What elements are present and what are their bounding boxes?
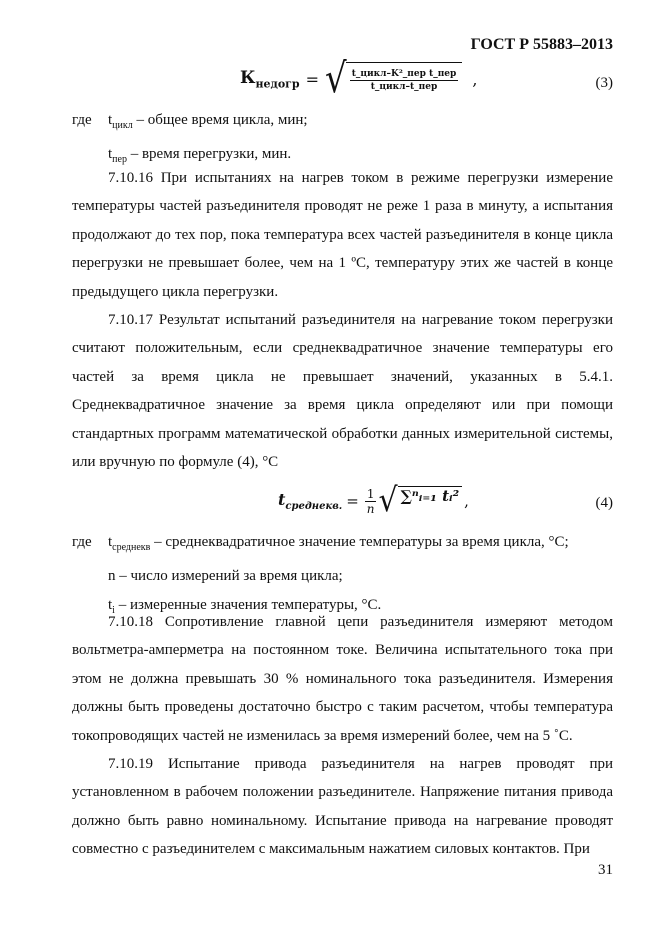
formula-4-tail: , bbox=[464, 492, 469, 510]
definition-line: $t_i$ – измеренные значения температуры, °C. bbox=[108, 596, 382, 616]
formula-4-number: (4) bbox=[595, 495, 613, 511]
formula-3-fraction bbox=[350, 69, 459, 92]
formula-3-tail: , bbox=[472, 69, 478, 89]
formula-4-radicand: ∑ⁿᵢ₌₁ tᵢ² bbox=[398, 486, 463, 516]
formula-4 bbox=[278, 481, 469, 520]
formula-3-numerator: t_цикл–K²_пер t_пер bbox=[351, 69, 457, 79]
definition-line: $t_{пер}$ – время перегрузки, мин. bbox=[108, 146, 292, 166]
definition-line: где $t_{цикл}$ – общее время цикла, мин; bbox=[72, 112, 308, 131]
formula-3-lhs: $К_{недогр}$ bbox=[240, 67, 300, 91]
formula-3-denominator: t_цикл–t_пер bbox=[370, 82, 438, 92]
body-text-1 bbox=[72, 164, 613, 476]
formula-4-root: √ ∑ⁿᵢ₌₁ tᵢ² bbox=[378, 486, 462, 516]
formula-3-equals: = bbox=[305, 69, 320, 89]
definition-line: n – число измерений за время цикла; bbox=[108, 568, 343, 585]
body-text-2 bbox=[72, 608, 613, 864]
paragraph-7-10-19: 7.10.19 Испытание привода разъединителя на нагрев проводят при установленном в рабочем положении разъединителе. Напряжение питания привода должно быть равно номинальному. Испытание привода на нагревание проводят совместно с разъединителем с максимальным нажатием силовых контактов. При bbox=[72, 756, 613, 858]
formula-3 bbox=[240, 55, 478, 103]
paragraph-7-10-17: 7.10.17 Результат испытаний разъединителя на нагревание током перегрузки считают положительным, если среднеквадратичное значение температуры его частей за время цикла не превышает значений, указанных в 5.4.1. Среднеквадратичное значение за время цикла определяют или при помощи стандартных программ математической обработки данных измерительной системы, или вручную по формуле (4), °C bbox=[72, 312, 613, 471]
formula-3-root: √ $\frac{\text{t\_цикл–K²\_пер t\_пер}}{\text{t\_цикл–t\_пер}}$ bbox=[325, 62, 462, 96]
paragraph-7-10-16: 7.10.16 При испытаниях на нагрев током в режиме перегрузки измерение температуры частей разъединителя проводят не реже 1 раза в минуту, а испытания продолжают до тех пор, пока температура всех частей разъединителя в конце цикла перегрузки не превышает более, чем на 1 ºC, температуру этих же частей в конце предыдущего цикла перегрузки. bbox=[72, 170, 613, 300]
definition-line: где $t_{среднекв}$ – среднеквадратичное значение температуры за время цикла, °C; bbox=[72, 534, 569, 553]
formula-3-number: (3) bbox=[595, 75, 613, 91]
standard-header: ГОСТ Р 55883–2013 bbox=[470, 36, 613, 53]
page-number: 31 bbox=[598, 862, 613, 878]
paragraph-7-10-18: 7.10.18 Сопротивление главной цепи разъединителя измеряют методом вольтметра-амперметра на постоянном токе. Величина испытательного тока при этом не должна превышать 30 % номинального тока разъединителя. Измерения должны быть проведены достаточно быстро с таким расчетом, чтобы температура токопроводящих частей не изменилась за время измерений более, чем на 5 ˚C. bbox=[72, 614, 613, 744]
formula-4-fraction: $\frac{1}{n}$ bbox=[366, 486, 375, 516]
formula-4-equals: = bbox=[346, 492, 359, 510]
formula-4-lhs: $t_{среднекв.}$ bbox=[278, 489, 343, 513]
